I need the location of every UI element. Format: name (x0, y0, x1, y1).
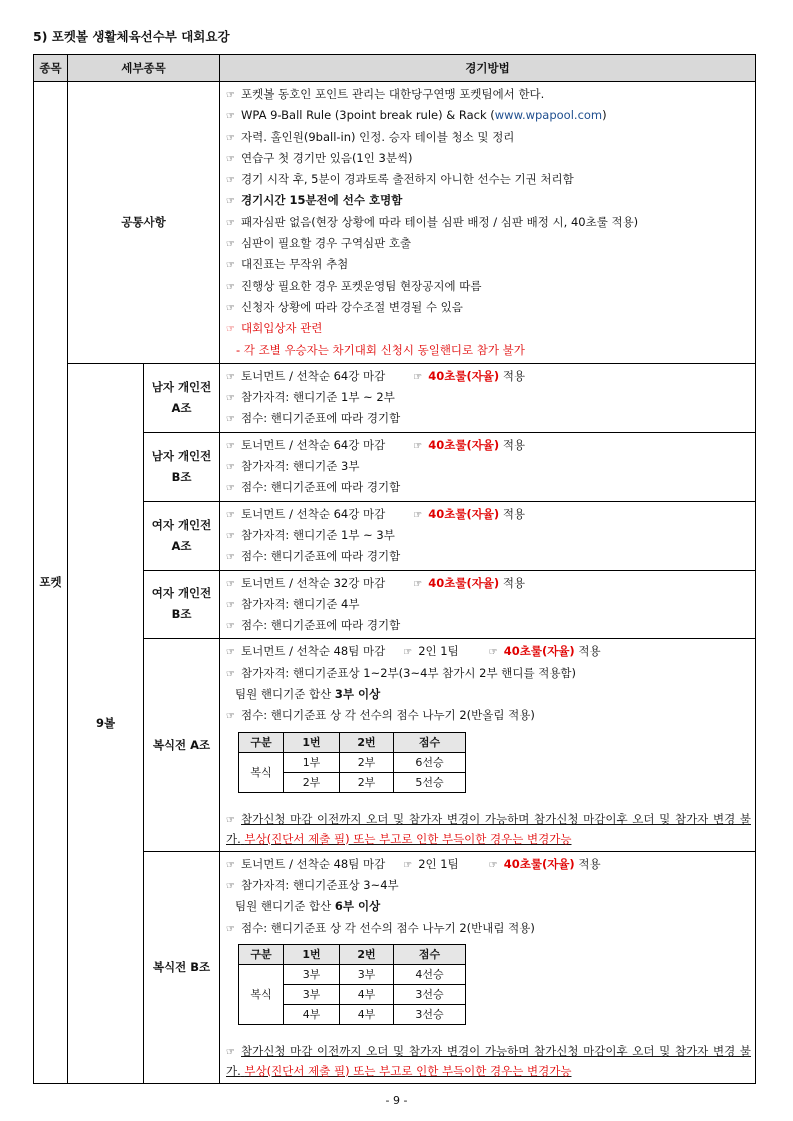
pointing-hand-icon: ☞ (413, 371, 423, 383)
score-table-cell: 4부 (284, 1004, 340, 1024)
event-group: B조 (171, 607, 192, 622)
doubles-a-team-total-value: 3부 이상 (334, 687, 381, 702)
common-line: 연습구 첫 경기만 있음(1인 3분씩) (241, 150, 413, 165)
score-table-cell: 4부 (340, 1004, 394, 1024)
common-line: - 각 조별 우승자는 차기대회 신청시 동일핸디로 참가 불가 (236, 342, 525, 357)
header-row (34, 55, 756, 82)
common-line: 심판이 필요할 경우 구역심판 호출 (241, 236, 412, 251)
event-name-cell (144, 363, 220, 432)
pointing-hand-icon: ☞ (488, 647, 498, 659)
header-method: 경기방법 (220, 55, 756, 82)
pointing-hand-icon: ☞ (403, 647, 413, 659)
doubles-a-notice: 참가신청 마감 이전까지 오더 및 참가자 변경이 가능하며 참가신청 마감이후 오더 및 참가자 변경 불가. (226, 811, 751, 846)
pointing-hand-icon: ☞ (226, 393, 235, 405)
score-table-header: 구분 (239, 732, 284, 752)
common-label: 공통사항 (121, 215, 166, 230)
common-label-cell (68, 82, 220, 364)
doubles-b-score: 점수: 핸디기준표 상 각 선수의 점수 나누기 2(반내림 적용) (241, 920, 535, 935)
pointing-hand-icon: ☞ (413, 509, 423, 521)
doubles-a-score-table (238, 732, 466, 793)
score-table-cell: 5선승 (394, 772, 466, 792)
page-title: 5) 포켓볼 생활체육선수부 대회요강 (33, 29, 230, 44)
common-row (34, 82, 756, 364)
event-score: 점수: 핸디기준표에 따라 경기함 (241, 411, 401, 426)
rule40-label: 40초룰(자율) (503, 856, 575, 871)
pointing-hand-icon: ☞ (226, 599, 235, 611)
rule40-label: 40초룰(자율) (428, 368, 500, 383)
category-cell (34, 82, 68, 1084)
event-method-cell (220, 570, 756, 639)
event-qualification: 참가자격: 핸디기준 1부 ~ 3부 (241, 527, 395, 542)
event-group: A조 (171, 400, 192, 415)
event-tournament: 토너먼트 / 선착순 64강 마감 (241, 368, 386, 383)
wpa-link[interactable]: www.wpapool.com (494, 108, 603, 123)
doubles-b-name-cell (144, 851, 220, 1083)
score-table-cell: 3부 (284, 964, 340, 984)
score-table-cell: 3부 (284, 984, 340, 1004)
pointing-hand-icon: ☞ (226, 647, 235, 659)
pointing-hand-icon: ☞ (226, 371, 235, 383)
doubles-b-notice-exception: 부상(진단서 제출 필) 또는 부고로 인한 부득이한 경우는 변경가능 (244, 1063, 572, 1078)
pointing-hand-icon: ☞ (226, 111, 235, 123)
doubles-a-qualification: 참가자격: 핸디기준표상 1~2부(3~4부 참가시 2부 핸디를 적용함) (241, 665, 577, 680)
apply-label: 적용 (578, 856, 601, 871)
common-line: 포켓볼 동호인 포인트 관리는 대한당구연맹 포켓팀에서 한다. (241, 87, 545, 101)
pointing-hand-icon: ☞ (226, 196, 235, 208)
common-line-close: ) (602, 108, 607, 123)
rule40-label: 40초룰(자율) (428, 437, 500, 452)
event-group: A조 (171, 538, 192, 553)
rule40-label: 40초룰(자율) (428, 506, 500, 521)
pointing-hand-icon: ☞ (226, 923, 235, 935)
pointing-hand-icon: ☞ (226, 509, 235, 521)
pointing-hand-icon: ☞ (226, 859, 235, 871)
pointing-hand-icon: ☞ (226, 324, 235, 336)
apply-label: 적용 (502, 368, 526, 383)
ball9-cell (68, 363, 144, 1083)
event-name-cell (144, 501, 220, 570)
common-line: 대회입상자 관련 (241, 321, 323, 336)
doubles-b-qualification: 참가자격: 핸디기준표상 3~4부 (241, 877, 399, 892)
pointing-hand-icon: ☞ (226, 530, 235, 542)
common-line: 신청자 상황에 따라 강수조절 변경될 수 있음 (241, 299, 463, 314)
doubles-b-team-total: 팀원 핸디기준 합산 (235, 899, 335, 914)
pointing-hand-icon: ☞ (226, 90, 235, 101)
common-line: 자력. 홀인원(9ball-in) 인정. 승자 테이블 청소 및 정리 (241, 129, 515, 144)
event-qualification: 참가자격: 핸디기준 4부 (241, 596, 360, 611)
common-method-cell (220, 82, 756, 364)
score-table-cell: 3선승 (394, 1004, 466, 1024)
event-qualification: 참가자격: 핸디기준 1부 ~ 2부 (241, 390, 395, 405)
pointing-hand-icon: ☞ (226, 814, 235, 826)
apply-label: 적용 (502, 506, 526, 521)
ball9-label: 9볼 (95, 716, 116, 731)
pointing-hand-icon: ☞ (226, 1046, 235, 1058)
score-table-cell: 2부 (340, 752, 394, 772)
pointing-hand-icon: ☞ (413, 578, 423, 590)
score-table-header: 점수 (394, 732, 466, 752)
pointing-hand-icon: ☞ (226, 153, 235, 165)
rule40-label: 40초룰(자율) (503, 644, 575, 659)
common-line: 경기 시작 후, 5분이 경과토록 출전하지 아니한 선수는 기권 처리함 (241, 172, 574, 187)
doubles-b-tournament: 토너먼트 / 선착순 48팀 마감 (241, 856, 386, 871)
pointing-hand-icon: ☞ (226, 483, 235, 495)
pointing-hand-icon: ☞ (488, 859, 498, 871)
score-table-cell: 3부 (340, 964, 394, 984)
event-name-cell (144, 570, 220, 639)
rule40-label: 40초룰(자율) (428, 575, 500, 590)
apply-label: 적용 (502, 437, 526, 452)
doubles-a-name-cell (144, 639, 220, 851)
event-method-cell (220, 432, 756, 501)
score-table-header: 1번 (284, 944, 340, 964)
score-table-cell: 6선승 (394, 752, 466, 772)
doubles-a-team-total: 팀원 핸디기준 합산 (235, 687, 335, 702)
event-score: 점수: 핸디기준표에 따라 경기함 (241, 480, 401, 495)
score-table-group: 복식 (239, 964, 284, 1024)
event-method-cell (220, 501, 756, 570)
score-table-cell: 3선승 (394, 984, 466, 1004)
event-qualification: 참가자격: 핸디기준 3부 (241, 459, 360, 474)
pointing-hand-icon: ☞ (226, 880, 235, 892)
doubles-b-method-cell (220, 851, 756, 1083)
pointing-hand-icon: ☞ (226, 668, 235, 680)
score-table-cell: 1부 (284, 752, 340, 772)
apply-label: 적용 (578, 644, 601, 659)
pointing-hand-icon: ☞ (226, 175, 235, 187)
score-table-header: 2번 (340, 944, 394, 964)
score-table-cell: 2부 (340, 772, 394, 792)
pointing-hand-icon: ☞ (413, 440, 423, 452)
event-row (34, 363, 756, 432)
doubles-b-team-total-value: 6부 이상 (334, 899, 381, 914)
doubles-a-score: 점수: 핸디기준표 상 각 선수의 점수 나누기 2(반올림 적용) (241, 708, 535, 723)
header-category: 종목 (34, 55, 68, 82)
score-table-cell: 2부 (284, 772, 340, 792)
pointing-hand-icon: ☞ (226, 462, 235, 474)
event-tournament: 토너먼트 / 선착순 32강 마감 (241, 575, 386, 590)
doubles-a-tournament: 토너먼트 / 선착순 48팀 마감 (241, 644, 386, 659)
competition-table (33, 54, 756, 1084)
score-table-header: 2번 (340, 732, 394, 752)
event-name: 남자 개인전 (151, 379, 212, 394)
doubles-b-name: 복식전 B조 (152, 960, 211, 975)
common-line: 대진표는 무작위 추첨 (241, 257, 349, 272)
event-name-cell (144, 432, 220, 501)
score-table-header: 점수 (394, 944, 466, 964)
pointing-hand-icon: ☞ (226, 414, 235, 426)
doubles-b-score-table (238, 944, 466, 1025)
doubles-a-notice-exception: 부상(진단서 제출 필) 또는 부고로 인한 부득이한 경우는 변경가능 (244, 831, 572, 846)
event-score: 점수: 핸디기준표에 따라 경기함 (241, 618, 401, 633)
pointing-hand-icon: ☞ (226, 578, 235, 590)
event-score: 점수: 핸디기준표에 따라 경기함 (241, 549, 401, 564)
score-table-header: 1번 (284, 732, 340, 752)
common-line: 패자심판 없음(현장 상황에 따라 테이블 심판 배정 / 심판 배정 시, 40초룰 적용) (241, 214, 639, 229)
pointing-hand-icon: ☞ (226, 440, 235, 452)
pointing-hand-icon: ☞ (226, 302, 235, 314)
apply-label: 적용 (502, 575, 526, 590)
pointing-hand-icon: ☞ (403, 859, 413, 871)
event-name: 남자 개인전 (151, 448, 212, 463)
pointing-hand-icon: ☞ (226, 552, 235, 564)
common-line: 경기시간 15분전에 선수 호명함 (241, 193, 403, 208)
common-line: 진행상 필요한 경우 포켓운영팀 현장공지에 따름 (241, 278, 482, 293)
doubles-a-method-cell (220, 639, 756, 851)
header-subcategory: 세부종목 (68, 55, 220, 82)
score-table-cell: 4부 (340, 984, 394, 1004)
doubles-b-notice: 참가신청 마감 이전까지 오더 및 참가자 변경이 가능하며 참가신청 마감이후 오더 및 참가자 변경 불가. (226, 1043, 751, 1078)
pointing-hand-icon: ☞ (226, 711, 235, 723)
category-label: 포켓 (39, 575, 62, 590)
score-table-group: 복식 (239, 752, 284, 792)
doubles-a-team: 2인 1팀 (418, 644, 459, 659)
event-name: 여자 개인전 (151, 586, 212, 601)
pointing-hand-icon: ☞ (226, 217, 235, 229)
pointing-hand-icon: ☞ (226, 260, 235, 272)
event-tournament: 토너먼트 / 선착순 64강 마감 (241, 437, 386, 452)
pointing-hand-icon: ☞ (226, 281, 235, 293)
score-table-header: 구분 (239, 944, 284, 964)
event-name: 여자 개인전 (151, 517, 212, 532)
page-number: - 9 - (385, 1094, 408, 1107)
pointing-hand-icon: ☞ (226, 132, 235, 144)
pointing-hand-icon: ☞ (226, 239, 235, 251)
event-group: B조 (171, 469, 192, 484)
score-table-cell: 4선승 (394, 964, 466, 984)
event-method-cell (220, 363, 756, 432)
doubles-a-name: 복식전 A조 (152, 738, 211, 753)
doubles-b-team: 2인 1팀 (418, 856, 459, 871)
pointing-hand-icon: ☞ (226, 621, 235, 633)
event-tournament: 토너먼트 / 선착순 64강 마감 (241, 506, 386, 521)
common-line: WPA 9-Ball Rule (3point break rule) & Rack ( (241, 108, 495, 123)
